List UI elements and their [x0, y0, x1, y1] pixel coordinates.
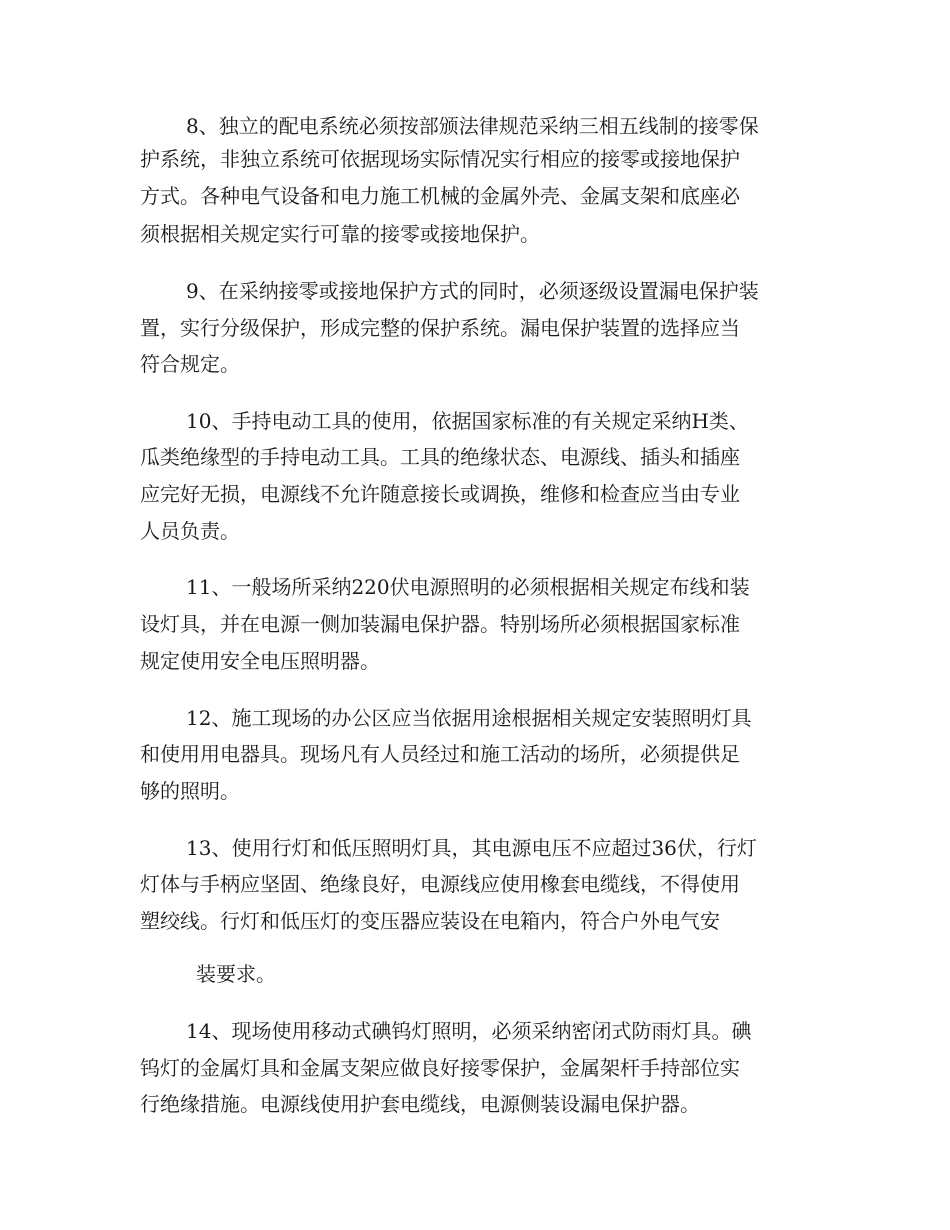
paragraph-9-line-2: 置，实行分级保护，形成完整的保护系统。漏电保护装置的选择应当	[140, 316, 740, 340]
paragraph-9-line-3: 符合规定。	[140, 352, 240, 376]
paragraph-14-line-3: 行绝缘措施。电源线使用护套电缆线，电源侧装设漏电保护器。	[140, 1092, 700, 1116]
paragraph-13-line-2: 灯体与手柄应坚固、绝缘良好，电源线应使用橡套电缆线，不得使用	[140, 872, 740, 896]
paragraph-10-line-2: 瓜类绝缘型的手持电动工具。工具的绝缘状态、电源线、插头和插座	[140, 445, 740, 469]
paragraph-13-line-4: 装要求。	[196, 962, 276, 986]
paragraph-14-line-1: 14、现场使用移动式碘钨灯照明，必须采纳密闭式防雨灯具。碘	[186, 1019, 752, 1043]
paragraph-12-line-1: 12、施工现场的办公区应当依据用途根据相关规定安装照明灯具	[186, 706, 752, 730]
paragraph-8-line-3: 方式。各种电气设备和电力施工机械的金属外壳、金属支架和底座必	[140, 184, 740, 208]
paragraph-12-line-2: 和使用用电器具。现场凡有人员经过和施工活动的场所，必须提供足	[140, 742, 740, 766]
paragraph-10-line-4: 人员负责。	[140, 519, 240, 543]
paragraph-14-line-2: 钨灯的金属灯具和金属支架应做良好接零保护，金属架杆手持部位实	[140, 1056, 740, 1080]
paragraph-13-line-1: 13、使用行灯和低压照明灯具，其电源电压不应超过36伏，行灯	[186, 836, 757, 860]
paragraph-10-line-1: 10、手持电动工具的使用，依据国家标准的有关规定采纳H类、	[186, 409, 749, 433]
paragraph-12-line-3: 够的照明。	[140, 779, 240, 803]
paragraph-8-line-4: 须根据相关规定实行可靠的接零或接地保护。	[140, 222, 540, 246]
paragraph-13-line-3: 塑绞线。行灯和低压灯的变压器应装设在电箱内，符合户外电气安	[140, 909, 720, 933]
paragraph-11-line-2: 设灯具，并在电源一侧加装漏电保护器。特别场所必须根据国家标准	[140, 612, 740, 636]
paragraph-11-line-1: 11、一般场所采纳220伏电源照明的必须根据相关规定布线和装	[186, 575, 750, 599]
paragraph-8-line-1: 8、独立的配电系统必须按部颁法律规范采纳三相五线制的接零保	[186, 114, 759, 138]
paragraph-9-line-1: 9、在采纳接零或接地保护方式的同时，必须逐级设置漏电保护装	[186, 279, 759, 303]
paragraph-8-line-2: 护系统，非独立系统可依据现场实际情况实行相应的接零或接地保护	[140, 147, 740, 171]
paragraph-11-line-3: 规定使用安全电压照明器。	[140, 649, 380, 673]
paragraph-10-line-3: 应完好无损，电源线不允许随意接长或调换，维修和检查应当由专业	[140, 482, 740, 506]
